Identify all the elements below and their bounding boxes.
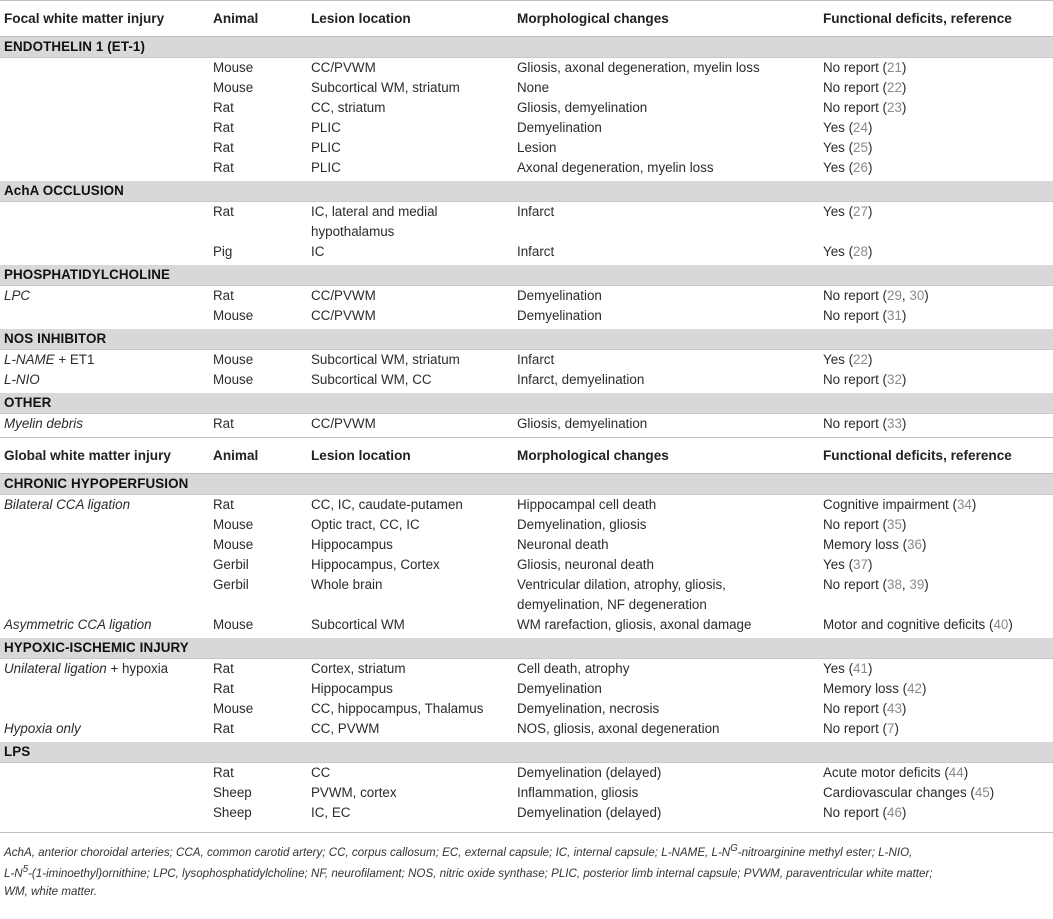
ref-link[interactable]: 25 [853, 140, 868, 155]
cell-lesion: CC/PVWM [311, 288, 376, 303]
cell-morph: Infarct [517, 352, 555, 367]
cell-animal: Rat [213, 497, 234, 512]
cell-func: Cognitive impairment (34) [823, 497, 977, 512]
cell-lesion: Subcortical WM, CC [311, 372, 432, 387]
table-row [0, 286, 1053, 307]
cell-func: Motor and cognitive deficits (40) [823, 617, 1013, 632]
section-title: AchA OCCLUSION [0, 181, 1053, 202]
table-row [0, 495, 1053, 516]
ref-link[interactable]: 44 [948, 765, 964, 780]
col-header-lesion: Lesion location [307, 1, 513, 37]
ref-link[interactable]: 37 [853, 557, 868, 572]
cell-animal: Rat [213, 416, 234, 431]
cell-func: Yes (28) [823, 244, 873, 259]
cell-lesion: Subcortical WM [311, 617, 405, 632]
cell-morph: Demyelination [517, 120, 602, 135]
cell-animal: Mouse [213, 80, 254, 95]
cell-lesion: Hippocampus [311, 537, 393, 552]
table-row [0, 58, 1053, 79]
cell-morph: Hippocampal cell death [517, 497, 657, 512]
cell-animal: Sheep [213, 785, 252, 800]
cell-func: Yes (25) [823, 140, 873, 155]
table-row [0, 138, 1053, 158]
ref-link[interactable]: 35 [887, 517, 902, 532]
section-row [0, 638, 1053, 659]
cell-morph: Ventricular dilation, atrophy, gliosis, demyelination, NF degeneration [517, 577, 726, 612]
table-row [0, 350, 1053, 371]
section-title: PHOSPHATIDYLCHOLINE [0, 265, 1053, 286]
ref-link[interactable]: 43 [887, 701, 902, 716]
cell-lesion: Subcortical WM, striatum [311, 352, 460, 367]
section-title: HYPOXIC-ISCHEMIC INJURY [0, 638, 1053, 659]
col-header-animal: Animal [209, 1, 307, 37]
cell-model: Myelin debris [4, 416, 83, 431]
table-row [0, 679, 1053, 699]
ref-link[interactable]: 7 [887, 721, 895, 736]
cell-lesion: Subcortical WM, striatum [311, 80, 460, 95]
cell-morph: Demyelination (delayed) [517, 805, 662, 820]
cell-model: Hypoxia only [4, 721, 81, 736]
cell-func: No report (46) [823, 805, 907, 820]
cell-func: No report (32) [823, 372, 907, 387]
cell-func: Acute motor deficits (44) [823, 765, 969, 780]
cell-func: Yes (41) [823, 661, 873, 676]
col-header-lesion: Lesion location [307, 438, 513, 474]
cell-model: L-NIO [4, 372, 40, 387]
cell-animal: Mouse [213, 701, 254, 716]
cell-lesion: Optic tract, CC, IC [311, 517, 420, 532]
cell-lesion: CC, hippocampus, Thalamus [311, 701, 484, 716]
cell-lesion: PLIC [311, 140, 341, 155]
cell-animal: Gerbil [213, 577, 249, 592]
ref-link[interactable]: 46 [887, 805, 902, 820]
ref-link[interactable]: 33 [887, 416, 902, 431]
cell-lesion: IC, EC [311, 805, 351, 820]
cell-lesion: IC, lateral and medial hypothalamus [311, 204, 438, 239]
cell-func: No report (23) [823, 100, 907, 115]
cell-morph: NOS, gliosis, axonal degeneration [517, 721, 720, 736]
cell-morph: Demyelination [517, 681, 602, 696]
cell-morph: Gliosis, axonal degeneration, myelin loss [517, 60, 760, 75]
cell-model: Unilateral ligation + hypoxia [4, 661, 169, 676]
cell-func: Yes (27) [823, 204, 873, 219]
cell-func: No report (21) [823, 60, 907, 75]
cell-lesion: PLIC [311, 160, 341, 175]
cell-func: Yes (37) [823, 557, 873, 572]
table-row [0, 615, 1053, 638]
cell-lesion: CC/PVWM [311, 60, 376, 75]
table-row [0, 699, 1053, 719]
cell-animal: Rat [213, 160, 234, 175]
table-row [0, 370, 1053, 393]
col-header-model: Global white matter injury [0, 438, 209, 474]
section-row [0, 474, 1053, 495]
table-row [0, 659, 1053, 680]
table-row [0, 98, 1053, 118]
cell-lesion: PLIC [311, 120, 341, 135]
ref-link[interactable]: 36 [907, 537, 922, 552]
cell-animal: Mouse [213, 617, 254, 632]
table-header-global [0, 438, 1053, 474]
cell-morph: Gliosis, demyelination [517, 416, 648, 431]
cell-morph: WM rarefaction, gliosis, axonal damage [517, 617, 752, 632]
cell-lesion: Cortex, striatum [311, 661, 406, 676]
cell-lesion: PVWM, cortex [311, 785, 397, 800]
cell-lesion: Hippocampus, Cortex [311, 557, 440, 572]
cell-animal: Rat [213, 661, 234, 676]
cell-func: Memory loss (36) [823, 537, 927, 552]
section-row [0, 37, 1053, 58]
ref-link[interactable]: 23 [887, 100, 902, 115]
cell-func: Yes (22) [823, 352, 873, 367]
table-row [0, 306, 1053, 329]
ref-link[interactable]: 28 [853, 244, 868, 259]
cell-func: No report (33) [823, 416, 907, 431]
cell-morph: Gliosis, neuronal death [517, 557, 654, 572]
ref-link[interactable]: 24 [853, 120, 868, 135]
cell-lesion: CC, PVWM [311, 721, 380, 736]
cell-animal: Mouse [213, 60, 254, 75]
cell-morph: Infarct [517, 244, 555, 259]
cell-animal: Mouse [213, 372, 254, 387]
cell-lesion: CC, striatum [311, 100, 386, 115]
cell-func: No report (38, 39) [823, 577, 929, 592]
cell-func: No report (7) [823, 721, 899, 736]
cell-morph: Axonal degeneration, myelin loss [517, 160, 714, 175]
col-header-morph: Morphological changes [513, 438, 819, 474]
cell-morph: Gliosis, demyelination [517, 100, 648, 115]
section-row [0, 393, 1053, 414]
ref-link[interactable]: 29 [887, 288, 902, 303]
cell-animal: Rat [213, 681, 234, 696]
col-header-model: Focal white matter injury [0, 1, 209, 37]
section-title: NOS INHIBITOR [0, 329, 1053, 350]
table-row [0, 803, 1053, 826]
cell-animal: Mouse [213, 537, 254, 552]
table-row [0, 783, 1053, 803]
cell-morph: Demyelination, gliosis [517, 517, 647, 532]
cell-func: Yes (24) [823, 120, 873, 135]
cell-animal: Rat [213, 204, 234, 219]
cell-lesion: CC, IC, caudate-putamen [311, 497, 463, 512]
ref-link[interactable]: 22 [853, 352, 868, 367]
section-row [0, 181, 1053, 202]
ref-link[interactable]: 38 [887, 577, 902, 592]
cell-animal: Pig [213, 244, 233, 259]
cell-model: LPC [4, 288, 31, 303]
cell-lesion: CC/PVWM [311, 416, 376, 431]
ref-link[interactable]: 41 [853, 661, 868, 676]
cell-func: Memory loss (42) [823, 681, 927, 696]
cell-func: No report (29, 30) [823, 288, 929, 303]
cell-morph: Demyelination [517, 308, 602, 323]
section-title: CHRONIC HYPOPERFUSION [0, 474, 1053, 495]
table-row [0, 118, 1053, 138]
table-footnote: AchA, anterior choroidal arteries; CCA, common carotid artery; CC, corpus callosum; EC, external capsule; IC, internal capsule; L-NAME, $L-N^G$-nitroarginine methyl ester; L-NIO, $L-N^5-(1-iminoethyl)ornithine$; LPC, lysophosphatidylcholine; NF, neurofilament; NOS, nitric oxide synthase; PLIC, posterior limb internal capsule; PVWM, paraventricular white matter; WM, white matter. [0, 832, 1053, 900]
cell-animal: Rat [213, 140, 234, 155]
cell-model: Asymmetric CCA ligation [4, 617, 152, 632]
ref-link[interactable]: 34 [956, 497, 972, 512]
ref-link[interactable]: 30 [909, 288, 925, 303]
cell-morph: Demyelination, necrosis [517, 701, 660, 716]
ref-link[interactable]: 31 [887, 308, 902, 323]
ref-link[interactable]: 32 [887, 372, 902, 387]
cell-lesion: IC [311, 244, 325, 259]
col-header-animal: Animal [209, 438, 307, 474]
cell-animal: Rat [213, 100, 234, 115]
ref-link[interactable]: 45 [974, 785, 990, 800]
cell-lesion: Whole brain [311, 577, 383, 592]
table-row [0, 555, 1053, 575]
section-title: LPS [0, 742, 1053, 763]
cell-animal: Mouse [213, 352, 254, 367]
col-header-morph: Morphological changes [513, 1, 819, 37]
cell-func: No report (22) [823, 80, 907, 95]
cell-func: Cardiovascular changes (45) [823, 785, 995, 800]
table-row [0, 202, 1053, 243]
col-header-func: Functional deficits, reference [819, 438, 1053, 474]
cell-animal: Gerbil [213, 557, 249, 572]
cell-morph: Demyelination [517, 288, 602, 303]
cell-morph: Neuronal death [517, 537, 609, 552]
ref-link[interactable]: 27 [853, 204, 868, 219]
table-row [0, 575, 1053, 615]
table-row [0, 515, 1053, 535]
table-row [0, 158, 1053, 181]
cell-func: No report (35) [823, 517, 907, 532]
ref-link[interactable]: 22 [887, 80, 902, 95]
cell-lesion: Hippocampus [311, 681, 393, 696]
cell-animal: Rat [213, 765, 234, 780]
cell-animal: Rat [213, 721, 234, 736]
cell-morph: Cell death, atrophy [517, 661, 630, 676]
cell-animal: Mouse [213, 517, 254, 532]
cell-morph: Infarct [517, 204, 555, 219]
ref-link[interactable]: 39 [909, 577, 925, 592]
cell-func: Yes (26) [823, 160, 873, 175]
cell-morph: None [517, 80, 550, 95]
table-row [0, 242, 1053, 265]
cell-morph: Infarct, demyelination [517, 372, 645, 387]
cell-animal: Rat [213, 288, 234, 303]
table-row [0, 414, 1053, 438]
ref-link[interactable]: 40 [993, 617, 1009, 632]
cell-morph: Inflammation, gliosis [517, 785, 639, 800]
cell-model: Bilateral CCA ligation [4, 497, 131, 512]
table-row [0, 763, 1053, 784]
section-title: ENDOTHELIN 1 (ET-1) [0, 37, 1053, 58]
section-row [0, 329, 1053, 350]
table-row [0, 78, 1053, 98]
cell-morph: Lesion [517, 140, 557, 155]
cell-animal: Mouse [213, 308, 254, 323]
cell-animal: Sheep [213, 805, 252, 820]
cell-morph: Demyelination (delayed) [517, 765, 662, 780]
cell-func: No report (43) [823, 701, 907, 716]
ref-link[interactable]: 42 [907, 681, 922, 696]
ref-link[interactable]: 21 [887, 60, 902, 75]
section-row [0, 265, 1053, 286]
table-row [0, 719, 1053, 742]
table-header-focal [0, 1, 1053, 37]
table-row [0, 535, 1053, 555]
cell-lesion: CC/PVWM [311, 308, 376, 323]
cell-model: L-NAME + ET1 [4, 352, 95, 367]
col-header-func: Functional deficits, reference [819, 1, 1053, 37]
section-title: OTHER [0, 393, 1053, 414]
cell-animal: Rat [213, 120, 234, 135]
section-row [0, 742, 1053, 763]
cell-func: No report (31) [823, 308, 907, 323]
cell-lesion: CC [311, 765, 331, 780]
ref-link[interactable]: 26 [853, 160, 868, 175]
